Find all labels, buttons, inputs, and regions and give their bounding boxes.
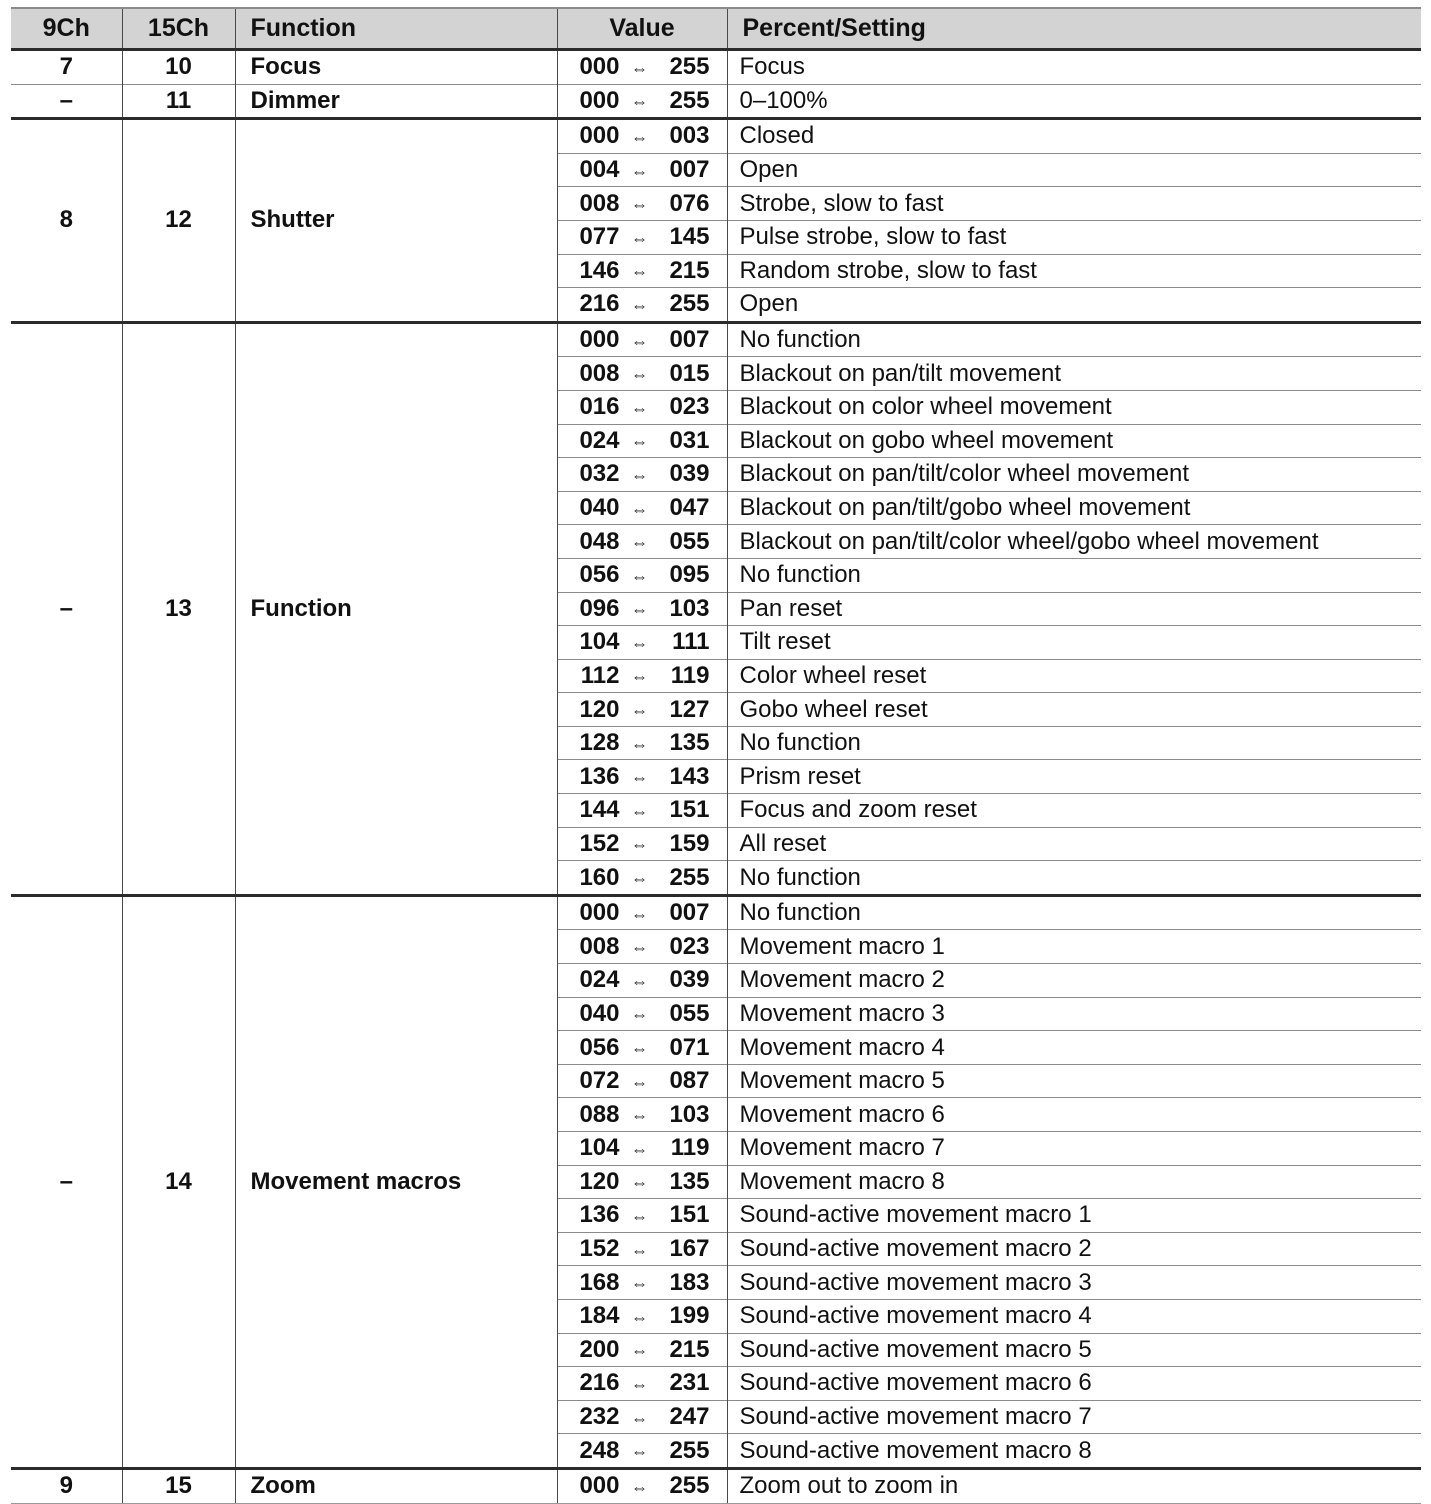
value-range [558,1369,727,1397]
value-to: 199 [669,1302,710,1330]
value-from: 056 [579,561,620,589]
setting-cell: No function [727,558,1421,592]
value-range-cell [557,827,727,861]
setting-cell: No function [727,322,1421,357]
value-range [558,1101,727,1129]
value-from: 136 [579,762,620,790]
setting-cell: Blackout on pan/tilt/color wheel/gobo wheel movement [727,525,1421,559]
setting-cell: No function [727,895,1421,930]
value-range-cell [557,1132,727,1166]
setting-cell: Movement macro 8 [727,1165,1421,1199]
range-arrow-icon: ⇔ [631,1341,648,1361]
range-arrow-icon: ⇔ [631,1005,648,1025]
range-arrow-icon: ⇔ [631,734,648,754]
value-range-cell [557,930,727,964]
range-arrow-icon: ⇔ [631,801,648,821]
range-arrow-icon: ⇔ [631,1106,648,1126]
value-range-cell [557,558,727,592]
value-from: 016 [579,393,620,421]
range-arrow-icon: ⇔ [631,938,648,958]
value-range [558,1168,727,1196]
setting-cell: Pulse strobe, slow to fast [727,220,1421,254]
range-arrow-icon: ⇔ [631,667,648,687]
value-from: 096 [579,594,620,622]
col-header-9ch: 9Ch [11,8,122,50]
range-arrow-icon: ⇔ [631,835,648,855]
setting-cell: Sound-active movement macro 5 [727,1333,1421,1367]
value-range [558,561,727,589]
value-to: 143 [669,762,710,790]
setting-cell: Pan reset [727,592,1421,626]
value-from: 216 [579,1369,620,1397]
value-range [558,763,727,791]
value-to: 151 [669,1201,710,1229]
value-range-cell [557,50,727,85]
range-arrow-icon: ⇔ [631,1442,648,1462]
value-to: 159 [669,829,710,857]
value-from: 040 [579,494,620,522]
range-arrow-icon: ⇔ [631,161,648,181]
value-to: 039 [669,966,710,994]
function-cell: Function [235,322,557,895]
value-from: 120 [579,1167,620,1195]
range-arrow-icon: ⇔ [631,331,648,351]
value-to: 119 [670,661,710,689]
value-range [558,528,727,556]
ch15-cell: 10 [122,50,235,85]
setting-cell: Movement macro 7 [727,1132,1421,1166]
value-from: 152 [579,829,620,857]
value-to: 007 [669,899,710,927]
value-to: 127 [669,695,710,723]
value-from: 136 [579,1201,620,1229]
function-cell: Movement macros [235,895,557,1468]
setting-cell: Zoom out to zoom in [727,1468,1421,1503]
value-to: 247 [669,1403,710,1431]
value-to: 007 [669,156,710,184]
value-to: 119 [670,1134,710,1162]
col-header-function: Function [235,8,557,50]
value-from: 184 [579,1302,620,1330]
setting-cell: Strobe, slow to fast [727,187,1421,221]
value-range [558,122,727,150]
value-from: 152 [579,1235,620,1263]
value-range [558,1336,727,1364]
dmx-channel-table [11,7,1421,1504]
value-range [558,326,727,354]
value-range-cell [557,626,727,660]
value-range [558,257,727,285]
value-from: 040 [579,999,620,1027]
range-arrow-icon: ⇔ [631,127,648,147]
range-arrow-icon: ⇔ [631,1374,648,1394]
setting-cell: Focus [727,50,1421,85]
value-range [558,1403,727,1431]
value-range-cell [557,84,727,119]
ch15-cell: 14 [122,895,235,1468]
value-range-cell [557,288,727,323]
range-arrow-icon: ⇔ [631,1039,648,1059]
range-arrow-icon: ⇔ [631,1408,648,1428]
setting-cell: Open [727,153,1421,187]
value-from: 024 [579,426,620,454]
value-to: 167 [669,1235,710,1263]
value-range [558,53,727,81]
value-range [558,156,727,184]
value-to: 215 [669,1335,710,1363]
value-range-cell [557,1266,727,1300]
col-header-value: Value [557,8,727,50]
setting-cell: Color wheel reset [727,659,1421,693]
setting-cell: Blackout on pan/tilt/gobo wheel movement [727,491,1421,525]
range-arrow-icon: ⇔ [631,1173,648,1193]
value-range-cell [557,390,727,424]
value-from: 024 [579,966,620,994]
range-arrow-icon: ⇔ [631,600,648,620]
setting-cell: Movement macro 6 [727,1098,1421,1132]
value-range-cell [557,1434,727,1469]
value-from: 072 [579,1067,620,1095]
value-range-cell [557,254,727,288]
value-from: 000 [579,326,620,354]
value-to: 135 [669,729,710,757]
setting-cell: No function [727,861,1421,896]
value-to: 231 [669,1369,710,1397]
range-arrow-icon: ⇔ [631,533,648,553]
value-range [558,1067,727,1095]
value-from: 077 [579,223,620,251]
range-arrow-icon: ⇔ [631,1240,648,1260]
table-row [11,84,1421,119]
value-range-cell [557,119,727,154]
value-to: 047 [669,494,710,522]
value-from: 008 [579,932,620,960]
value-range-cell [557,726,727,760]
ch15-cell: 11 [122,84,235,119]
value-from: 104 [579,1134,620,1162]
range-arrow-icon: ⇔ [631,1072,648,1092]
value-range-cell [557,760,727,794]
table-row [11,322,1421,357]
ch15-cell: 15 [122,1468,235,1503]
value-to: 007 [669,326,710,354]
value-range [558,1437,727,1465]
setting-cell: Blackout on pan/tilt/color wheel movement [727,458,1421,492]
table-row [11,119,1421,154]
setting-cell: Sound-active movement macro 2 [727,1232,1421,1266]
value-range-cell [557,525,727,559]
setting-cell: Movement macro 5 [727,1064,1421,1098]
value-to: 023 [669,932,710,960]
value-from: 160 [579,863,620,891]
col-header-percent-setting: Percent/Setting [727,8,1421,50]
value-to: 255 [669,290,710,318]
setting-cell: All reset [727,827,1421,861]
value-range [558,360,727,388]
value-range-cell [557,1468,727,1503]
setting-cell: Random strobe, slow to fast [727,254,1421,288]
value-range-cell [557,357,727,391]
setting-cell: Sound-active movement macro 4 [727,1299,1421,1333]
value-range [558,595,727,623]
value-range [558,899,727,927]
value-to: 255 [669,53,710,81]
value-from: 000 [579,122,620,150]
value-range [558,223,727,251]
value-range [558,1000,727,1028]
value-range [558,729,727,757]
value-range-cell [557,592,727,626]
range-arrow-icon: ⇔ [631,971,648,991]
range-arrow-icon: ⇔ [631,365,648,385]
range-arrow-icon: ⇔ [631,633,648,653]
setting-cell: Tilt reset [727,626,1421,660]
value-range-cell [557,1199,727,1233]
setting-cell: Sound-active movement macro 6 [727,1367,1421,1401]
value-range [558,1034,727,1062]
value-to: 183 [669,1268,710,1296]
value-range [558,696,727,724]
range-arrow-icon: ⇔ [631,195,648,215]
value-range-cell [557,794,727,828]
value-from: 144 [579,796,620,824]
setting-cell: 0–100% [727,84,1421,119]
setting-cell: Sound-active movement macro 7 [727,1400,1421,1434]
value-to: 031 [669,426,710,454]
function-cell: Zoom [235,1468,557,1503]
range-arrow-icon: ⇔ [631,295,648,315]
range-arrow-icon: ⇔ [631,904,648,924]
value-range-cell [557,861,727,896]
value-range-cell [557,1031,727,1065]
value-range [558,460,727,488]
value-range [558,830,727,858]
value-range [558,1201,727,1229]
value-range-cell [557,322,727,357]
value-range-cell [557,187,727,221]
range-arrow-icon: ⇔ [631,262,648,282]
value-from: 216 [579,290,620,318]
table-row [11,895,1421,930]
table-row [11,50,1421,85]
value-range [558,1235,727,1263]
ch9-cell: – [11,322,122,895]
setting-cell: Sound-active movement macro 8 [727,1434,1421,1469]
value-range [558,796,727,824]
value-range-cell [557,491,727,525]
value-to: 215 [669,256,710,284]
value-to: 055 [669,527,710,555]
value-range [558,190,727,218]
setting-cell: Blackout on gobo wheel movement [727,424,1421,458]
value-from: 008 [579,359,620,387]
value-to: 103 [669,1100,710,1128]
value-range [558,864,727,892]
range-arrow-icon: ⇔ [631,465,648,485]
range-arrow-icon: ⇔ [631,566,648,586]
value-from: 032 [579,460,620,488]
value-from: 128 [579,729,620,757]
setting-cell: Blackout on pan/tilt movement [727,357,1421,391]
range-arrow-icon: ⇔ [631,58,648,78]
range-arrow-icon: ⇔ [631,1274,648,1294]
value-range-cell [557,1064,727,1098]
range-arrow-icon: ⇔ [631,869,648,889]
value-range-cell [557,964,727,998]
table-body [11,50,1421,1504]
value-from: 004 [579,156,620,184]
value-range [558,1472,727,1500]
ch9-cell: – [11,895,122,1468]
setting-cell: Movement macro 4 [727,1031,1421,1065]
value-range [558,966,727,994]
value-to: 039 [669,460,710,488]
value-to: 015 [669,359,710,387]
value-to: 111 [672,628,710,656]
value-range [558,494,727,522]
value-from: 200 [579,1335,620,1363]
ch15-cell: 12 [122,119,235,323]
value-range [558,933,727,961]
value-from: 000 [579,1472,620,1500]
value-from: 232 [579,1403,620,1431]
setting-cell: Prism reset [727,760,1421,794]
value-range [558,290,727,318]
value-range-cell [557,424,727,458]
range-arrow-icon: ⇔ [631,1307,648,1327]
ch15-cell: 13 [122,322,235,895]
value-range-cell [557,1232,727,1266]
value-from: 146 [579,256,620,284]
setting-cell: Open [727,288,1421,323]
value-range-cell [557,1299,727,1333]
value-range [558,87,727,115]
value-from: 120 [579,695,620,723]
value-range-cell [557,659,727,693]
value-to: 255 [669,86,710,114]
range-arrow-icon: ⇔ [631,1139,648,1159]
value-to: 095 [669,561,710,589]
value-range-cell [557,895,727,930]
value-to: 076 [669,189,710,217]
value-range-cell [557,1333,727,1367]
value-range-cell [557,220,727,254]
value-to: 087 [669,1067,710,1095]
range-arrow-icon: ⇔ [631,1477,648,1497]
ch9-cell: – [11,84,122,119]
value-to: 145 [669,223,710,251]
value-range-cell [557,1165,727,1199]
value-range [558,628,727,656]
setting-cell: No function [727,726,1421,760]
value-from: 048 [579,527,620,555]
setting-cell: Blackout on color wheel movement [727,390,1421,424]
value-from: 000 [579,53,620,81]
value-to: 055 [669,999,710,1027]
value-to: 255 [669,1472,710,1500]
value-from: 168 [579,1268,620,1296]
range-arrow-icon: ⇔ [631,768,648,788]
value-from: 056 [579,1033,620,1061]
range-arrow-icon: ⇔ [631,499,648,519]
setting-cell: Focus and zoom reset [727,794,1421,828]
value-range [558,427,727,455]
value-to: 135 [669,1167,710,1195]
value-range-cell [557,997,727,1031]
setting-cell: Gobo wheel reset [727,693,1421,727]
ch9-cell: 9 [11,1468,122,1503]
value-to: 151 [669,796,710,824]
value-range [558,662,727,690]
setting-cell: Sound-active movement macro 1 [727,1199,1421,1233]
value-range [558,1302,727,1330]
function-cell: Shutter [235,119,557,323]
value-from: 088 [579,1100,620,1128]
setting-cell: Movement macro 3 [727,997,1421,1031]
ch9-cell: 7 [11,50,122,85]
setting-cell: Closed [727,119,1421,154]
value-range-cell [557,693,727,727]
value-from: 000 [579,86,620,114]
range-arrow-icon: ⇔ [631,398,648,418]
value-range [558,1269,727,1297]
setting-cell: Movement macro 2 [727,964,1421,998]
setting-cell: Sound-active movement macro 3 [727,1266,1421,1300]
value-range [558,1134,727,1162]
setting-cell: Movement macro 1 [727,930,1421,964]
value-to: 103 [669,594,710,622]
value-range-cell [557,1367,727,1401]
value-range [558,393,727,421]
value-to: 255 [669,863,710,891]
col-header-15ch: 15Ch [122,8,235,50]
value-range-cell [557,458,727,492]
value-range-cell [557,1098,727,1132]
range-arrow-icon: ⇔ [631,92,648,112]
ch9-cell: 8 [11,119,122,323]
value-to: 023 [669,393,710,421]
value-from: 112 [580,661,620,689]
value-from: 008 [579,189,620,217]
table-row [11,1468,1421,1503]
range-arrow-icon: ⇔ [631,432,648,452]
value-to: 003 [669,122,710,150]
range-arrow-icon: ⇔ [631,701,648,721]
value-range-cell [557,153,727,187]
value-from: 000 [579,899,620,927]
range-arrow-icon: ⇔ [631,228,648,248]
value-range-cell [557,1400,727,1434]
function-cell: Dimmer [235,84,557,119]
value-to: 071 [669,1033,710,1061]
value-to: 255 [669,1436,710,1464]
function-cell: Focus [235,50,557,85]
value-from: 248 [579,1436,620,1464]
header-row [11,8,1421,50]
value-from: 104 [579,628,620,656]
range-arrow-icon: ⇔ [631,1206,648,1226]
